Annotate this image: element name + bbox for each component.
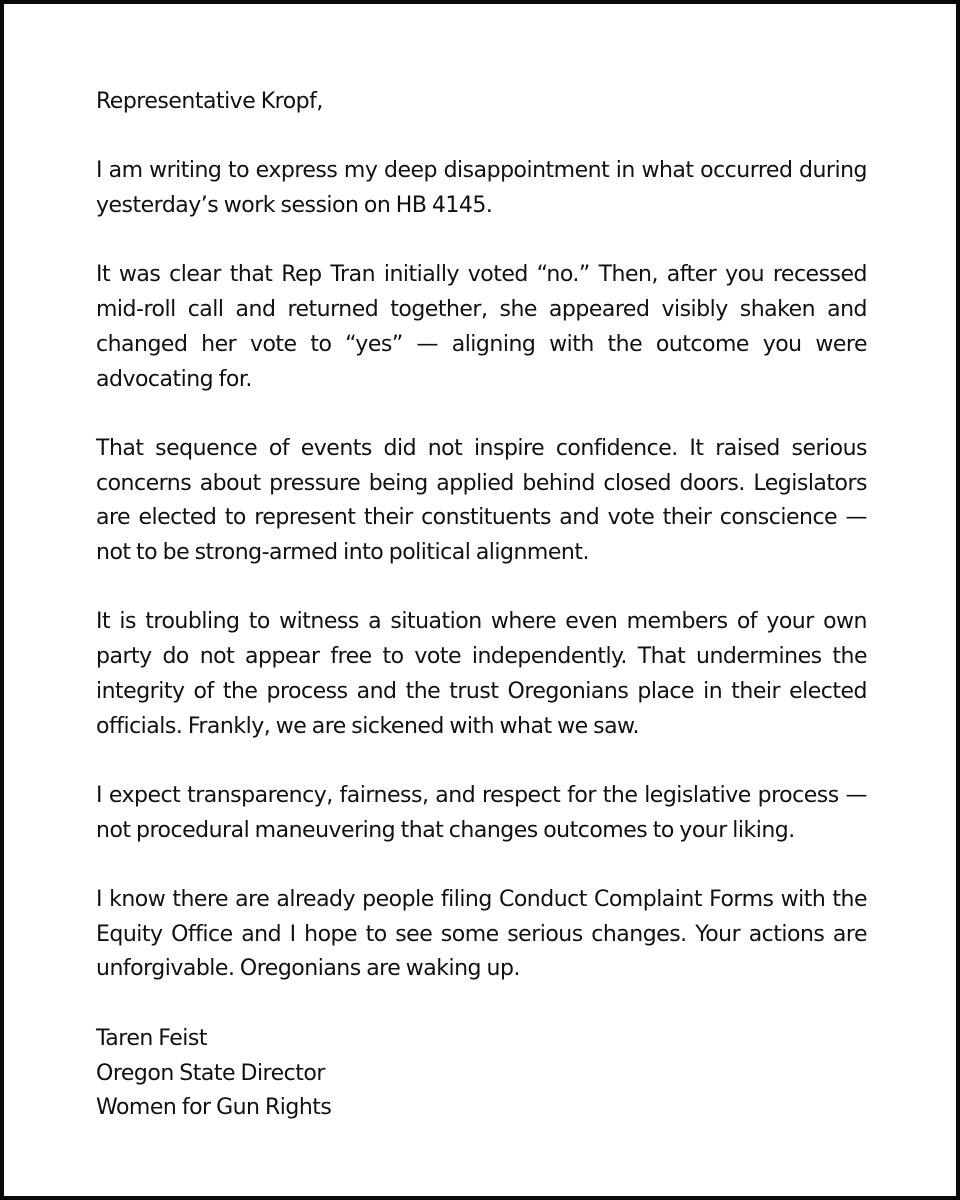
paragraph-opening: I am writing to express my deep disappointment in what occurred during yesterday’s work session on HB 4145. xyxy=(96,158,867,219)
paragraph-expectations: I expect transparency, fairness, and respect for the legislative process — not procedural maneuvering that changes outcomes to your liking. xyxy=(96,782,867,843)
paragraph-integrity: It is troubling to witness a situation where even members of your own party do not appear free to vote independently. That undermines the integrity of the process and the trust Oregonians place in their elected officials. Frankly, we are sickened with what we saw. xyxy=(96,609,867,739)
signature-title: Oregon State Director xyxy=(96,1060,325,1086)
paragraph-vote-change: It was clear that Rep Tran initially voted “no.” Then, after you recessed mid-roll call and returned together, she appeared visibly shaken and changed her vote to “yes” — aligning with the outcome you were advocating for. xyxy=(96,262,867,392)
signature-block xyxy=(96,1022,867,1126)
letter-body xyxy=(96,85,867,1126)
paragraph-complaints: I know there are already people filing Conduct Complaint Forms with the Equity Office and I hope to see some serious changes. Your actions are unforgivable. Oregonians are waking up. xyxy=(96,887,867,982)
salutation: Representative Kropf, xyxy=(96,89,323,114)
signature-organization: Women for Gun Rights xyxy=(96,1095,332,1121)
signature-name: Taren Feist xyxy=(96,1025,207,1051)
paragraph-concerns: That sequence of events did not inspire confidence. It raised serious concerns about pressure being applied behind closed doors. Legislators are elected to represent their constituents and vote their conscience — not to be strong-armed into political alignment. xyxy=(96,435,867,566)
